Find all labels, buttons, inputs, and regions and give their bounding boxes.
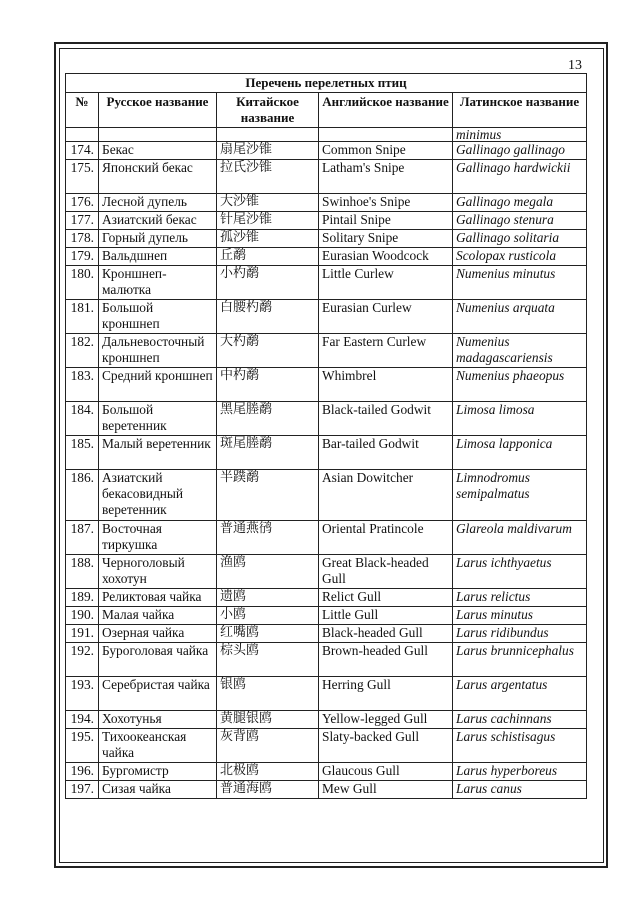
cell-english: Little Gull — [319, 607, 453, 625]
header-english: Английское название — [319, 93, 453, 128]
cell-latin: Larus minutus — [453, 607, 587, 625]
cell-russian: Малый веретенник — [99, 436, 217, 470]
cell-english: Brown-headed Gull — [319, 643, 453, 677]
cell-latin: Larus hyperboreus — [453, 763, 587, 781]
cell-chinese: 大杓鹬 — [217, 334, 319, 368]
table-row — [66, 436, 587, 470]
cell-russian: Хохотунья — [99, 711, 217, 729]
cell-chinese: 黄腿银鸥 — [217, 711, 319, 729]
cell-num: 176. — [66, 194, 99, 212]
cell-latin: Larus canus — [453, 781, 587, 799]
cell-num: 190. — [66, 607, 99, 625]
cell-russian: Азиатский бекас — [99, 212, 217, 230]
cell-num: 182. — [66, 334, 99, 368]
cell-russian: Средний кроншнеп — [99, 368, 217, 402]
cell-chinese: 斑尾塍鹬 — [217, 436, 319, 470]
cell-latin: Numenius phaeopus — [453, 368, 587, 402]
cell-latin: minimus — [453, 128, 587, 142]
cell-english: Slaty-backed Gull — [319, 729, 453, 763]
header-latin: Латинское название — [453, 93, 587, 128]
cell-chinese: 丘鹬 — [217, 248, 319, 266]
cell-latin: Larus cachinnans — [453, 711, 587, 729]
cell-russian: Вальдшнеп — [99, 248, 217, 266]
cell-num: 175. — [66, 160, 99, 194]
cell-latin: Gallinago stenura — [453, 212, 587, 230]
cell-english: Asian Dowitcher — [319, 470, 453, 521]
cell-russian: Большой веретенник — [99, 402, 217, 436]
table-row — [66, 521, 587, 555]
table-row — [66, 555, 587, 589]
cell-english: Eurasian Woodcock — [319, 248, 453, 266]
cell-english: Far Eastern Curlew — [319, 334, 453, 368]
cell-latin: Larus relictus — [453, 589, 587, 607]
cell-num: 192. — [66, 643, 99, 677]
table-row — [66, 729, 587, 763]
cell-latin: Glareola maldivarum — [453, 521, 587, 555]
cell-chinese: 针尾沙锥 — [217, 212, 319, 230]
cell-english: Bar-tailed Godwit — [319, 436, 453, 470]
table-row — [66, 763, 587, 781]
cell-chinese: 北极鸥 — [217, 763, 319, 781]
cell-russian: Бекас — [99, 142, 217, 160]
cell-num: 196. — [66, 763, 99, 781]
table-row — [66, 194, 587, 212]
cell-chinese: 孤沙锥 — [217, 230, 319, 248]
cell-chinese: 普通海鸥 — [217, 781, 319, 799]
cell-num: 189. — [66, 589, 99, 607]
cell-russian: Большой кроншнеп — [99, 300, 217, 334]
cell-english: Eurasian Curlew — [319, 300, 453, 334]
cell-russian: Кроншнеп-малютка — [99, 266, 217, 300]
cell-num: 174. — [66, 142, 99, 160]
table-row — [66, 248, 587, 266]
table-row — [66, 402, 587, 436]
cell-num: 191. — [66, 625, 99, 643]
cell-num: 183. — [66, 368, 99, 402]
cell-english: Swinhoe's Snipe — [319, 194, 453, 212]
header-num: № — [66, 93, 99, 128]
cell-chinese: 黑尾塍鹬 — [217, 402, 319, 436]
cell-latin: Gallinago hardwickii — [453, 160, 587, 194]
cell-russian: Бургомистр — [99, 763, 217, 781]
table-row — [66, 160, 587, 194]
cell-english: Pintail Snipe — [319, 212, 453, 230]
cell-chinese: 拉氏沙锥 — [217, 160, 319, 194]
cell-chinese: 中杓鹬 — [217, 368, 319, 402]
cell-russian: Озерная чайка — [99, 625, 217, 643]
table-row — [66, 266, 587, 300]
cell-num: 187. — [66, 521, 99, 555]
cell-english: Glaucous Gull — [319, 763, 453, 781]
table-caption: Перечень перелетных птиц — [66, 74, 587, 93]
table-row — [66, 625, 587, 643]
cell-latin: Gallinago solitaria — [453, 230, 587, 248]
cell-english: Little Curlew — [319, 266, 453, 300]
cell-latin: Numenius arquata — [453, 300, 587, 334]
cell-num: 197. — [66, 781, 99, 799]
cell-russian: Реликтовая чайка — [99, 589, 217, 607]
cell-english: Black-headed Gull — [319, 625, 453, 643]
cell-english: Great Black-headed Gull — [319, 555, 453, 589]
table-row — [66, 334, 587, 368]
cell-russian: Дальневосточный кроншнеп — [99, 334, 217, 368]
cell-english: Oriental Pratincole — [319, 521, 453, 555]
table-row — [66, 470, 587, 521]
cell-latin: Larus brunnicephalus — [453, 643, 587, 677]
cell-latin: Larus schistisagus — [453, 729, 587, 763]
cell-num: 180. — [66, 266, 99, 300]
bird-table — [65, 73, 587, 799]
cell-latin: Scolopax rusticola — [453, 248, 587, 266]
cell-latin: Larus ichthyaetus — [453, 555, 587, 589]
cell-num: 195. — [66, 729, 99, 763]
cell-num: 184. — [66, 402, 99, 436]
cell-chinese: 白腰杓鹬 — [217, 300, 319, 334]
cell-russian — [99, 128, 217, 142]
page-number: 13 — [568, 58, 582, 73]
cell-english: Relict Gull — [319, 589, 453, 607]
table-row — [66, 212, 587, 230]
table-body — [66, 128, 587, 799]
table-row — [66, 781, 587, 799]
cell-english: Mew Gull — [319, 781, 453, 799]
cell-latin: Larus ridibundus — [453, 625, 587, 643]
table-row — [66, 643, 587, 677]
cell-num — [66, 128, 99, 142]
cell-chinese: 渔鸥 — [217, 555, 319, 589]
table-row — [66, 300, 587, 334]
cell-chinese — [217, 128, 319, 142]
table-row — [66, 677, 587, 711]
cell-num: 177. — [66, 212, 99, 230]
cell-chinese: 大沙锥 — [217, 194, 319, 212]
cell-russian: Сизая чайка — [99, 781, 217, 799]
cell-russian: Лесной дупель — [99, 194, 217, 212]
cell-russian: Горный дупель — [99, 230, 217, 248]
table-row — [66, 368, 587, 402]
cell-chinese: 小杓鹬 — [217, 266, 319, 300]
cell-chinese: 扇尾沙锥 — [217, 142, 319, 160]
cell-latin: Larus argentatus — [453, 677, 587, 711]
continuation-row — [66, 128, 587, 142]
cell-chinese: 红嘴鸥 — [217, 625, 319, 643]
cell-num: 185. — [66, 436, 99, 470]
cell-num: 178. — [66, 230, 99, 248]
cell-num: 181. — [66, 300, 99, 334]
cell-latin: Gallinago gallinago — [453, 142, 587, 160]
cell-chinese: 半蹼鹬 — [217, 470, 319, 521]
cell-russian: Черноголовый хохотун — [99, 555, 217, 589]
cell-english: Latham's Snipe — [319, 160, 453, 194]
cell-russian: Японский бекас — [99, 160, 217, 194]
cell-russian: Малая чайка — [99, 607, 217, 625]
cell-latin: Limosa limosa — [453, 402, 587, 436]
table-row — [66, 589, 587, 607]
cell-russian: Серебристая чайка — [99, 677, 217, 711]
cell-chinese: 灰背鸥 — [217, 729, 319, 763]
cell-english: Whimbrel — [319, 368, 453, 402]
table-row — [66, 230, 587, 248]
cell-russian: Азиатский бекасовидный веретенник — [99, 470, 217, 521]
cell-latin: Numenius madagascariensis — [453, 334, 587, 368]
cell-russian: Восточная тиркушка — [99, 521, 217, 555]
cell-chinese: 棕头鸥 — [217, 643, 319, 677]
cell-english: Herring Gull — [319, 677, 453, 711]
cell-num: 188. — [66, 555, 99, 589]
cell-latin: Limnodromus semipalmatus — [453, 470, 587, 521]
cell-num: 186. — [66, 470, 99, 521]
cell-chinese: 银鸥 — [217, 677, 319, 711]
cell-num: 193. — [66, 677, 99, 711]
table-row — [66, 142, 587, 160]
cell-chinese: 小鸥 — [217, 607, 319, 625]
cell-latin: Gallinago megala — [453, 194, 587, 212]
cell-english: Black-tailed Godwit — [319, 402, 453, 436]
cell-num: 179. — [66, 248, 99, 266]
cell-english — [319, 128, 453, 142]
cell-latin: Numenius minutus — [453, 266, 587, 300]
cell-latin: Limosa lapponica — [453, 436, 587, 470]
header-russian: Русское название — [99, 93, 217, 128]
cell-chinese: 遗鸥 — [217, 589, 319, 607]
cell-russian: Буроголовая чайка — [99, 643, 217, 677]
table-row — [66, 607, 587, 625]
cell-english: Common Snipe — [319, 142, 453, 160]
cell-russian: Тихоокеанская чайка — [99, 729, 217, 763]
table-row — [66, 711, 587, 729]
cell-chinese: 普通燕鸻 — [217, 521, 319, 555]
cell-english: Solitary Snipe — [319, 230, 453, 248]
cell-english: Yellow-legged Gull — [319, 711, 453, 729]
cell-num: 194. — [66, 711, 99, 729]
header-chinese: Китайское название — [217, 93, 319, 128]
